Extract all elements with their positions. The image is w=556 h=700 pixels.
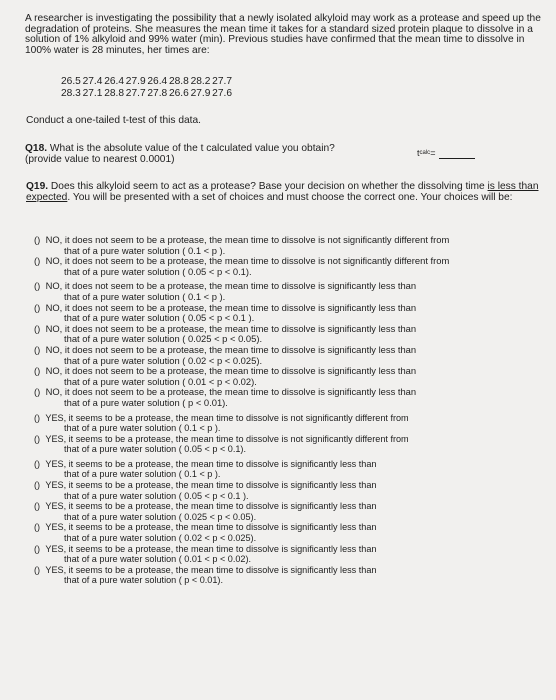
time-value: 28.2 xyxy=(190,76,211,87)
question-19 xyxy=(26,182,546,204)
radio-button-icon[interactable]: () xyxy=(34,458,41,469)
time-value: 27.9 xyxy=(125,76,146,87)
choice-line-1: NO, it does not seem to be a protease, the mean time to dissolve is significantly less than xyxy=(45,365,417,377)
t-calc-subscript: calc xyxy=(419,150,431,156)
time-value: 26.4 xyxy=(104,76,125,87)
choices-group-no-significant xyxy=(34,281,514,408)
choice-line-2: that of a pure water solution ( 0.01 < p < 0.02). xyxy=(64,375,257,387)
choices-list xyxy=(34,235,514,590)
choice-line-2: that of a pure water solution ( p < 0.01). xyxy=(64,396,228,408)
q18-number: Q18. xyxy=(25,143,48,154)
time-value: 27.9 xyxy=(190,87,211,99)
t-calc-answer-field[interactable] xyxy=(439,149,475,159)
time-value: 27.8 xyxy=(147,87,168,99)
radio-button-icon[interactable]: () xyxy=(34,522,41,533)
choice-line-2: that of a pure water solution ( 0.1 < p ). xyxy=(64,423,221,434)
choice-line-1: NO, it does not seem to be a protease, the mean time to dissolve is not significantly different from xyxy=(45,234,450,245)
choice-line-1: YES, it seems to be a protease, the mean time to dissolve is significantly less than xyxy=(45,543,377,554)
choice-option[interactable] xyxy=(34,281,514,302)
choice-option[interactable] xyxy=(34,235,514,256)
q19-underlined: is less than expected xyxy=(26,181,539,203)
radio-button-icon[interactable]: () xyxy=(34,280,41,292)
choice-line-1: YES, it seems to be a protease, the mean time to dissolve is significantly less than xyxy=(45,480,377,491)
choice-line-2: that of a pure water solution ( 0.05 < p < 0.1). xyxy=(64,444,246,455)
choice-option[interactable] xyxy=(34,459,514,480)
q19-number: Q19. xyxy=(26,181,49,192)
choice-option[interactable] xyxy=(34,324,514,345)
choice-line-2: that of a pure water solution ( 0.05 < p < 0.1). xyxy=(64,265,252,277)
choice-line-2: that of a pure water solution ( p < 0.01). xyxy=(64,575,223,586)
time-value: 28.8 xyxy=(168,76,189,87)
choices-group-no-not-significant xyxy=(34,235,514,277)
choice-line-2: that of a pure water solution ( 0.05 < p < 0.1 ). xyxy=(64,312,255,324)
choice-line-2: that of a pure water solution ( 0.05 < p < 0.1 ). xyxy=(64,490,249,501)
choice-line-1: YES, it seems to be a protease, the mean time to dissolve is not significantly different from xyxy=(45,433,409,444)
choice-option[interactable] xyxy=(34,303,514,324)
time-value: 26.5 xyxy=(61,76,81,87)
t-calc-label: t xyxy=(417,148,420,158)
choice-option[interactable] xyxy=(34,480,514,501)
choice-line-2: that of a pure water solution ( 0.02 < p < 0.025). xyxy=(64,354,263,366)
choice-option[interactable] xyxy=(34,544,514,565)
choice-line-2: that of a pure water solution ( 0.1 < p ). xyxy=(64,290,226,302)
choice-line-1: NO, it does not seem to be a protease, the mean time to dissolve is significantly less than xyxy=(45,301,417,313)
radio-button-icon[interactable]: () xyxy=(34,564,41,575)
time-value: 28.3 xyxy=(61,87,81,99)
q18-text: What is the absolute value of the t calculated value you obtain? xyxy=(47,143,335,154)
intro-paragraph: A researcher is investigating the possibility that a newly isolated alkyloid may work as a protease and speed up the degradation of proteins. She measures the mean time it takes for a standard sized protein plaque to dissolve in a solution of 1% alkyloid and 99% water (min). Previous studies have confirmed that the mean time to dissolve in 100% water is 28 minutes, her times are: xyxy=(25,13,541,56)
times-row xyxy=(61,88,234,100)
time-value: 26.4 xyxy=(147,76,168,87)
radio-button-icon[interactable]: () xyxy=(34,386,41,398)
choice-line-1: YES, it seems to be a protease, the mean time to dissolve is significantly less than xyxy=(45,501,377,512)
choice-line-1: NO, it does not seem to be a protease, the mean time to dissolve is significantly less than xyxy=(45,280,417,292)
choice-line-2: that of a pure water solution ( 0.1 < p ). xyxy=(64,244,226,256)
choice-line-1: YES, it seems to be a protease, the mean time to dissolve is not significantly different from xyxy=(45,412,409,423)
question-18 xyxy=(25,143,385,165)
times-row xyxy=(61,76,234,88)
choice-option[interactable] xyxy=(34,522,514,543)
radio-button-icon[interactable]: () xyxy=(34,480,41,491)
time-value: 28.8 xyxy=(104,87,125,99)
radio-button-icon[interactable]: () xyxy=(34,365,41,377)
choice-line-1: NO, it does not seem to be a protease, the mean time to dissolve is not significantly different from xyxy=(45,255,450,267)
radio-button-icon[interactable]: () xyxy=(34,255,41,267)
choice-option[interactable] xyxy=(34,413,514,434)
choice-line-1: YES, it seems to be a protease, the mean time to dissolve is significantly less than xyxy=(45,458,377,469)
choice-option[interactable] xyxy=(34,387,514,408)
radio-button-icon[interactable]: () xyxy=(34,301,41,313)
t-calc-answer xyxy=(417,148,475,159)
choice-line-1: YES, it seems to be a protease, the mean time to dissolve is significantly less than xyxy=(45,564,377,575)
choice-line-1: NO, it does not seem to be a protease, the mean time to dissolve is significantly less than xyxy=(45,386,417,398)
radio-button-icon[interactable]: () xyxy=(34,322,41,334)
choice-option[interactable] xyxy=(34,366,514,387)
q19-text-after: . You will be presented with a set of choices and must choose the correct one. Your choices will be: xyxy=(67,191,513,203)
radio-button-icon[interactable]: () xyxy=(34,501,41,512)
radio-button-icon[interactable]: () xyxy=(34,543,41,554)
choice-option[interactable] xyxy=(34,501,514,522)
choice-line-1: NO, it does not seem to be a protease, the mean time to dissolve is significantly less than xyxy=(45,322,417,334)
choice-line-2: that of a pure water solution ( 0.02 < p < 0.025). xyxy=(64,533,257,544)
time-value: 27.7 xyxy=(125,87,146,99)
radio-button-icon[interactable]: () xyxy=(34,234,41,245)
radio-button-icon[interactable]: () xyxy=(34,343,41,355)
choices-group-yes-not-significant xyxy=(34,413,514,455)
choice-line-2: that of a pure water solution ( 0.025 < p < 0.05). xyxy=(64,333,263,345)
choice-option[interactable] xyxy=(34,256,514,277)
choice-line-1: YES, it seems to be a protease, the mean time to dissolve is significantly less than xyxy=(45,522,377,533)
choice-option[interactable] xyxy=(34,565,514,586)
radio-button-icon[interactable]: () xyxy=(34,433,41,444)
t-calc-equals: = xyxy=(430,148,436,158)
choices-group-yes-significant xyxy=(34,459,514,586)
time-value: 26.6 xyxy=(168,87,189,99)
time-value: 27.1 xyxy=(82,87,103,99)
radio-button-icon[interactable]: () xyxy=(34,412,41,423)
choice-line-2: that of a pure water solution ( 0.1 < p ). xyxy=(64,469,221,480)
time-value: 27.7 xyxy=(212,76,232,87)
times-table xyxy=(61,76,234,99)
choice-option[interactable] xyxy=(34,434,514,455)
q19-text-before: Does this alkyloid seem to act as a protease? Base your decision on whether the dissolving time xyxy=(48,181,488,192)
q18-note: (provide value to nearest 0.0001) xyxy=(25,154,175,165)
time-value: 27.4 xyxy=(82,76,103,87)
choice-line-2: that of a pure water solution ( 0.025 < p < 0.05). xyxy=(64,511,257,522)
choice-option[interactable] xyxy=(34,345,514,366)
instruction-text: Conduct a one-tailed t-test of this data. xyxy=(26,115,201,126)
time-value: 27.6 xyxy=(212,87,232,99)
choice-line-2: that of a pure water solution ( 0.01 < p < 0.02). xyxy=(64,554,252,565)
choice-line-1: NO, it does not seem to be a protease, the mean time to dissolve is significantly less than xyxy=(45,343,417,355)
